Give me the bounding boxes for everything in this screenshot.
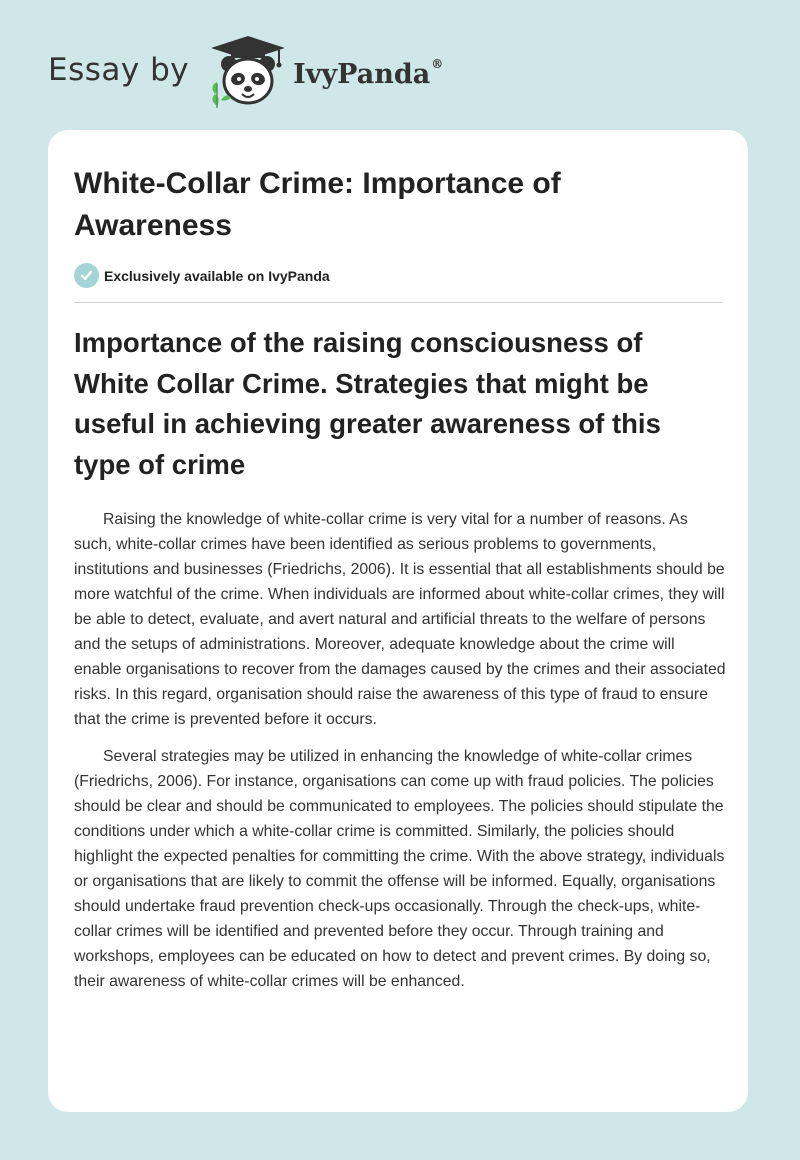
essay-by-label: Essay by — [48, 52, 190, 88]
brand-name[interactable] — [293, 56, 444, 90]
exclusive-label: Exclusively available on IvyPanda — [104, 267, 330, 284]
paragraph: Raising the knowledge of white-collar crime is very vital for a number of reasons. As such, white-collar crimes have been identified as serious problems to governments, institutions and businesses (Friedrichs, 2006). It is essential that all establishments should be more watchful of the crime. When individuals are informed about white-collar crimes, they will be able to detect, evaluate, and avert natural and artificial threats to the welfare of persons and the setups of administrations. Moreover, adequate knowledge about the crime will enable organisations to recover from the damages caused by the crimes and their associated risks. In this regard, organisation should raise the awareness of this type of fraud to ensure that the crime is prevented before it occurs. — [74, 511, 726, 728]
check-icon — [74, 263, 99, 288]
title-divider — [74, 302, 723, 303]
article-card — [48, 130, 748, 1112]
page-title: White-Collar Crime: Importance of Awareness — [74, 167, 561, 242]
site-header — [48, 34, 443, 110]
panda-logo-icon[interactable] — [205, 34, 291, 110]
registered-mark: ® — [431, 56, 444, 71]
article-body — [74, 507, 726, 1006]
paragraph: Several strategies may be utilized in enhancing the knowledge of white-collar crimes (Friedrichs, 2006). For instance, organisations can come up with fraud policies. The policies should be clear and should be communicated to employees. The policies should stipulate the conditions under which a white-collar crime is committed. Similarly, the policies should highlight the expected penalties for committing the crime. With the above strategy, individuals or organisations that are likely to commit the offense will be informed. Equally, organisations should undertake fraud prevention check-ups occasionally. Through the check-ups, white-collar crimes will be identified and prevented before they occur. Through training and workshops, employees can be educated on how to detect and prevent crimes. By doing so, their awareness of white-collar crimes will be enhanced. — [74, 748, 725, 990]
exclusive-badge — [74, 263, 330, 288]
brand-name-text: IvyPanda — [293, 58, 431, 90]
section-heading: Importance of the raising consciousness of White Collar Crime. Strategies that might be useful in achieving greater awareness of this type of crime — [74, 327, 661, 480]
